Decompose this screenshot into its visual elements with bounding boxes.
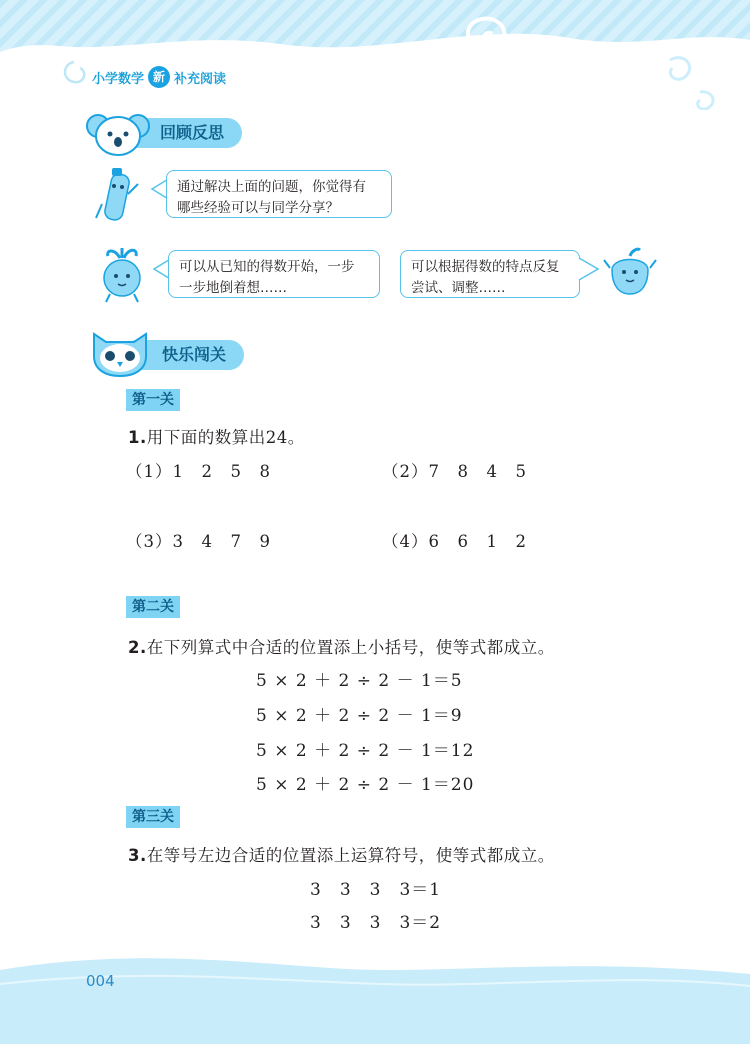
- question-1: [128, 424, 305, 448]
- header-decoration: [0, 0, 750, 110]
- section-reflection-title: 回顾反思: [120, 118, 242, 148]
- equation-row: 5 × 2 ＋ 2 ÷ 2 － 1＝5: [256, 671, 463, 691]
- question-text: 在下列算式中合适的位置添上小括号，使等式都成立。: [146, 638, 555, 657]
- turnip-character-icon: [96, 244, 148, 306]
- speech-bubble-trial: [400, 250, 580, 298]
- pepper-character-icon: [602, 246, 658, 304]
- question-3: [128, 842, 555, 866]
- bubble-line: 一步地倒着想……: [179, 280, 287, 296]
- question-number: 2.: [128, 638, 147, 657]
- bubble-line: 尝试、调整……: [411, 280, 506, 296]
- series-title-post: 补充阅读: [174, 71, 227, 87]
- speech-bubble-question: [166, 170, 392, 218]
- pencil-character-icon: [94, 164, 142, 228]
- equation-row: 3 3 3 3＝1: [310, 880, 442, 900]
- question-text: 用下面的数算出24。: [146, 428, 305, 447]
- page-number: 004: [86, 972, 115, 990]
- sub-question-3: （3）3 4 7 9: [126, 532, 271, 551]
- series-title: [92, 66, 226, 88]
- sub-question-1: （1）1 2 5 8: [126, 462, 271, 481]
- section-challenge-title: 快乐闯关: [122, 340, 244, 370]
- series-badge: 新: [148, 66, 170, 88]
- equation-row: 3 3 3 3＝2: [310, 913, 442, 933]
- bubble-line: 可以从已知的得数开始，一步: [179, 259, 355, 275]
- bubble-line: 通过解决上面的问题，你觉得有: [177, 179, 366, 195]
- footer-decoration: [0, 950, 750, 1044]
- level-1-tag: 第一关: [126, 389, 180, 411]
- sub-question-2: （2）7 8 4 5: [382, 462, 527, 481]
- equation-row: 5 × 2 ＋ 2 ÷ 2 － 1＝9: [256, 706, 463, 726]
- bubble-line: 可以根据得数的特点反复: [411, 259, 560, 275]
- bubble-line: 哪些经验可以与同学分享？: [177, 200, 339, 216]
- question-number: 3.: [128, 846, 147, 865]
- level-3-tag: 第三关: [126, 806, 180, 828]
- level-2-tag: 第二关: [126, 596, 180, 618]
- bubble-tail: [578, 256, 600, 282]
- series-title-pre: 小学数学: [92, 71, 145, 87]
- koala-icon: [86, 108, 150, 158]
- question-2: [128, 634, 555, 658]
- question-number: 1.: [128, 428, 147, 447]
- speech-bubble-backward: [168, 250, 380, 298]
- question-text: 在等号左边合适的位置添上运算符号，使等式都成立。: [146, 846, 555, 865]
- equation-row: 5 × 2 ＋ 2 ÷ 2 － 1＝12: [256, 741, 475, 761]
- owl-icon: [88, 326, 152, 378]
- equation-row: 5 × 2 ＋ 2 ÷ 2 － 1＝20: [256, 775, 475, 795]
- sub-question-4: （4）6 6 1 2: [382, 532, 527, 551]
